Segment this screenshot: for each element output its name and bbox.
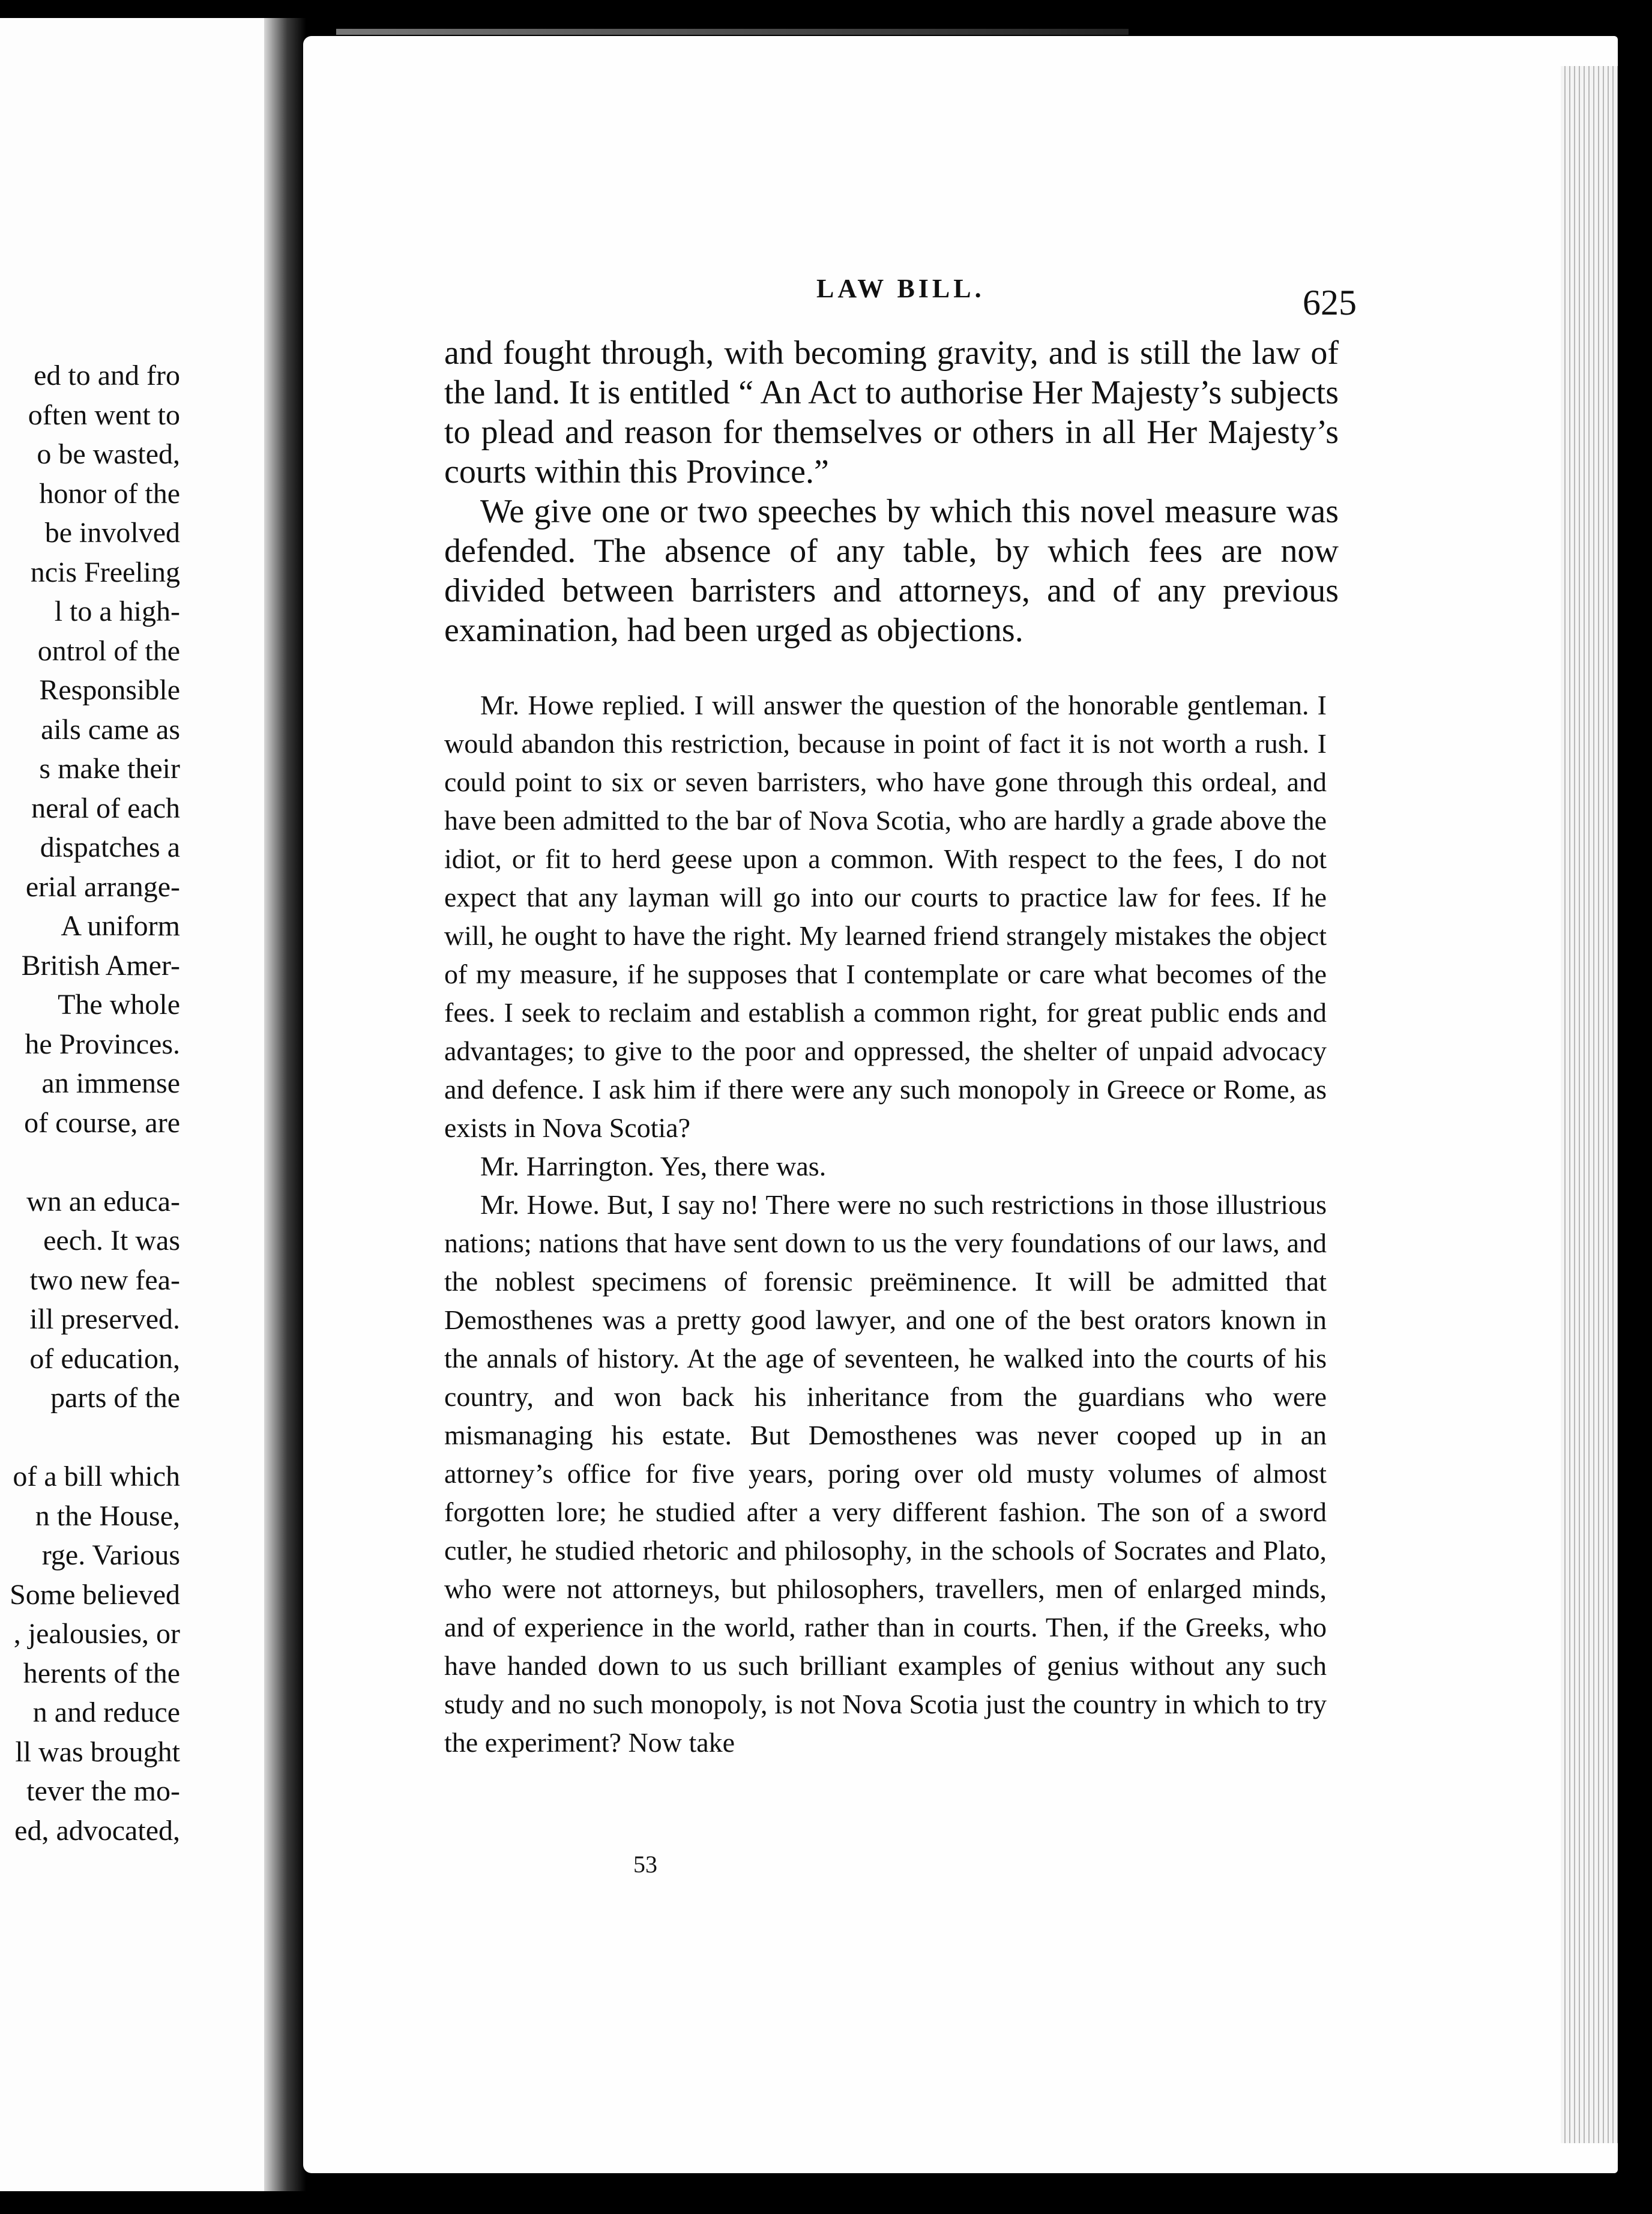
left-page-line: two new fea-: [29, 1264, 180, 1296]
left-page-line: an immense: [41, 1067, 180, 1099]
left-page-line: n and reduce: [32, 1697, 180, 1728]
speech-block: [444, 686, 1327, 1762]
left-page-line: of a bill which: [13, 1461, 180, 1492]
left-page-line: s make their: [39, 753, 180, 785]
left-page-line: British Amer-: [21, 949, 180, 982]
left-page-line: ll was brought: [15, 1736, 180, 1768]
left-page-line: of education,: [29, 1342, 180, 1375]
speech-paragraph: Mr. Harrington. Yes, there was.: [480, 1151, 827, 1181]
left-page-line: ncis Freeling: [30, 556, 180, 588]
left-page-line: be involved: [44, 517, 180, 549]
left-page-line: n the House,: [35, 1500, 180, 1532]
left-page-line: A uniform: [61, 910, 180, 942]
intro-paragraph: We give one or two speeches by which this novel measure was defended. The absence of any table, by which fees are now divided between barristers and attorneys, and of any previous examination, had been urged as objections.: [444, 493, 1339, 649]
body-text: [444, 333, 1339, 1762]
left-page-line: honor of the: [39, 477, 180, 510]
left-page-line: neral of each: [31, 792, 180, 824]
left-page-line: dispatches a: [40, 831, 180, 863]
speech-paragraph: Mr. Howe. But, I say no! There were no such restrictions in those illustrious nations; nations that have sent down to us the very foundations of our laws, and the noblest specimens of forensic preëminence. It will be admitted that Demosthenes was a pretty good lawyer, and one of the best orators known in the annals of history. At the age of seventeen, he walked into the courts of his country, and won back his inheritance from the guardians who were mismanaging his estate. But Demosthenes was never cooped up in an attorney’s office for five years, poring over old musty volumes of almost forgotten lore; he studied after a very different fashion. The son of a sword cutler, he studied rhetoric and philosophy, in the schools of Socrates and Plato, who were not attorneys, but philosophers, travellers, men of enlarged minds, and of experience in the world, rather than in courts. Then, if the Greeks, who have handed down to us such brilliant examples of genius without any such study and no such monopoly, is not Nova Scotia just the country in which to try the experiment? Now take: [444, 1189, 1327, 1758]
left-page-line: often went to: [28, 399, 180, 431]
left-page-line: ails came as: [41, 713, 180, 746]
signature-mark: 53: [633, 1851, 657, 1878]
left-page-line: l to a high-: [54, 596, 180, 627]
left-page-line: , jealousies, or: [13, 1618, 180, 1650]
left-page-line: of course, are: [24, 1106, 180, 1139]
gutter-shadow: [264, 18, 306, 2191]
left-page-line: ontrol of the: [37, 635, 180, 667]
running-head: LAW BILL.: [816, 274, 985, 303]
left-page-line: erial arrange-: [25, 870, 180, 903]
left-page-line: ill preserved.: [29, 1303, 180, 1335]
left-page-line: he Provinces.: [25, 1028, 180, 1060]
page-top-edge: [336, 29, 1129, 35]
left-page-line: ed, advocated,: [14, 1814, 180, 1847]
left-page-line: ed to and fro: [34, 360, 180, 391]
left-page-line: Responsible: [39, 674, 180, 706]
left-page-line: Some believed: [10, 1578, 180, 1611]
left-page-line: tever the mo-: [26, 1775, 180, 1807]
speech-paragraph: Mr. Howe replied. I will answer the question of the honorable gentleman. I would abandon this restriction, because in point of fact it is not worth a rush. I could point to six or seven barristers, who have gone through this ordeal, and have been admitted to the bar of Nova Scotia, who are hardly a grade above the idiot, or fit to herd geese upon a common. With respect to the fees, I do not expect that any layman will go into our courts to practice law for fees. If he will, he ought to have the right. My learned friend strangely mistakes the object of my measure, if he supposes that I contemplate or care what becomes of the fees. I seek to reclaim and establish a common right, for great public ends and advantages; to give to the poor and oppressed, the shelter of unpaid advocacy and defence. I ask him if there were any such monopoly in Greece or Rome, as exists in Nova Scotia?: [444, 690, 1327, 1143]
intro-paragraph: and fought through, with becoming gravity, and is still the law of the land. It is entitled “ An Act to authorise Her Majesty’s subjects to plead and reason for themselves or others in all Her Majesty’s courts within this Province.”: [444, 334, 1339, 490]
left-page-line: parts of the: [50, 1382, 180, 1414]
left-page-line: eech. It was: [43, 1225, 180, 1256]
left-page-line: o be wasted,: [37, 438, 180, 470]
left-page-line: rge. Various: [41, 1539, 180, 1571]
page-number: 625: [1303, 283, 1357, 322]
left-page-line: The whole: [58, 989, 180, 1021]
left-page-line: herents of the: [23, 1657, 180, 1689]
page-edges: [1561, 66, 1618, 2143]
left-page-line: wn an educa-: [26, 1185, 180, 1217]
left-page: [0, 18, 277, 2191]
